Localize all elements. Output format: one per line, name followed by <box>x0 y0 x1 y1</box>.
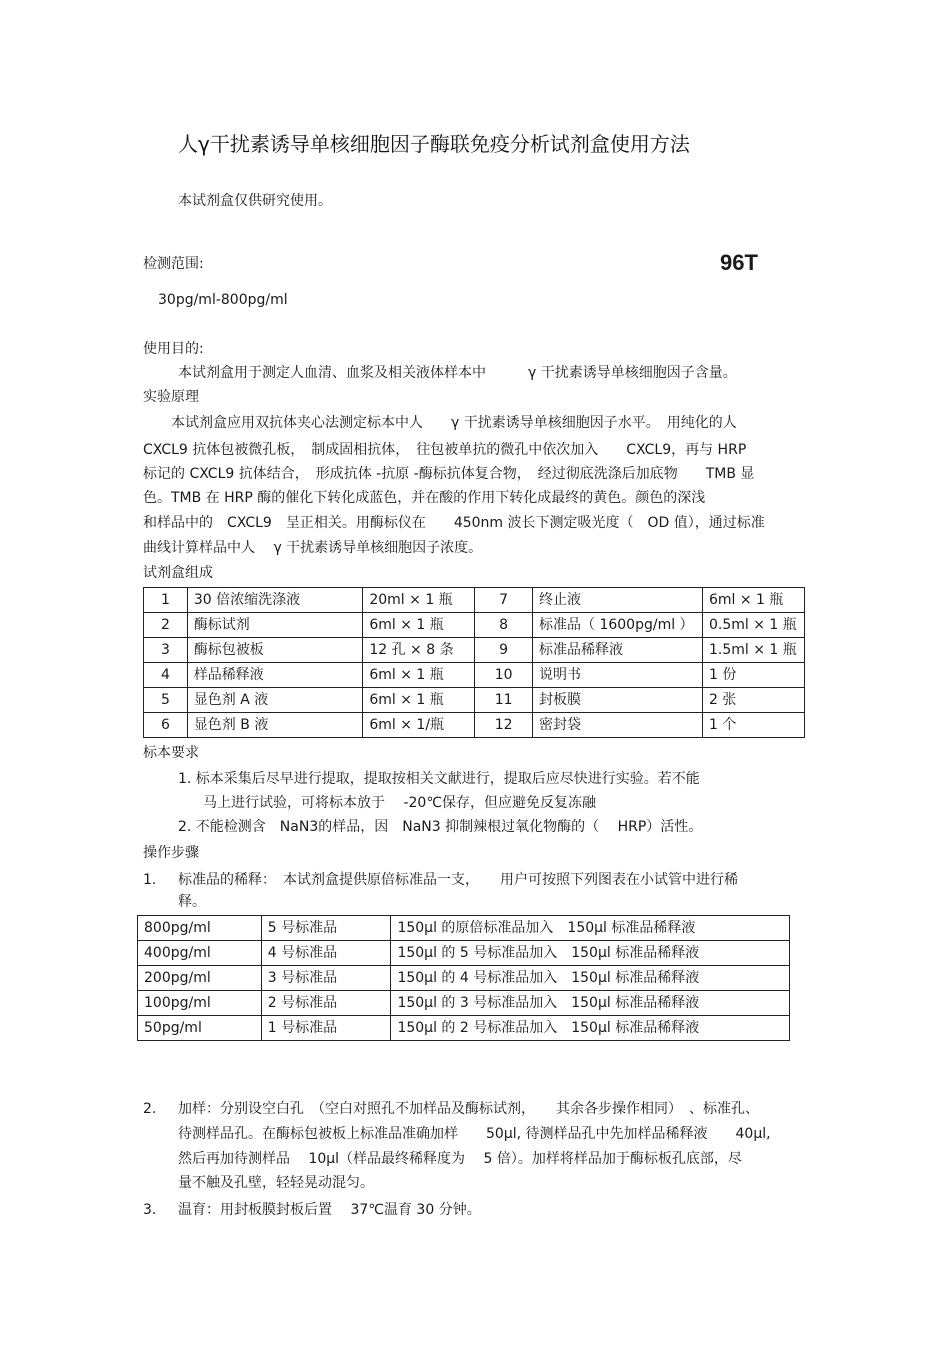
kit-item-number: 8 <box>475 613 533 638</box>
research-use-notice: 本试剂盒仅供研究使用。 <box>178 193 332 209</box>
dilution-standard: 2 号标准品 <box>261 991 391 1016</box>
dilution-method: 150μl 的原倍标准品加入 150μl 标准品稀释液 <box>391 916 790 941</box>
kit-item-quantity: 6ml × 1 瓶 <box>363 663 475 688</box>
page-title: 人γ干扰素诱导单核细胞因子酶联免疫分析试剂盒使用方法 <box>178 132 690 156</box>
kit-item-number: 9 <box>475 638 533 663</box>
step-text: 然后再加待测样品 10μl（样品最终稀释度为 5 倍）。加样将样品加于酶标板孔底部，尽 <box>178 1151 742 1167</box>
kit-item-name: 30 倍浓缩洗涤液 <box>187 588 363 613</box>
kit-item-name: 说明书 <box>533 663 703 688</box>
kit-components-table <box>143 587 805 738</box>
kit-item-quantity: 6ml × 1 瓶 <box>363 613 475 638</box>
dilution-standard: 4 号标准品 <box>261 941 391 966</box>
step-number: 3. <box>143 1202 157 1218</box>
kit-item-quantity: 2 张 <box>702 688 804 713</box>
kit-item-name: 酶标试剂 <box>187 613 363 638</box>
principle-heading: 实验原理 <box>143 389 199 405</box>
specimen-heading: 标本要求 <box>143 745 199 761</box>
dilution-concentration: 200pg/ml <box>138 966 262 991</box>
step-number: 1. <box>143 872 157 888</box>
purpose-text: 本试剂盒用于测定人血清、血浆及相关液体样本中 γ 干扰素诱导单核细胞因子含量。 <box>178 365 737 381</box>
standard-dilution-table <box>137 915 790 1041</box>
dilution-standard: 1 号标准品 <box>261 1016 391 1041</box>
kit-item-name: 样品稀释液 <box>187 663 363 688</box>
dilution-concentration: 100pg/ml <box>138 991 262 1016</box>
dilution-standard: 5 号标准品 <box>261 916 391 941</box>
step-number: 2. <box>143 1101 157 1117</box>
dilution-concentration: 800pg/ml <box>138 916 262 941</box>
kit-item-number: 5 <box>144 688 188 713</box>
step-text: 加样：分别设空白孔 （空白对照孔不加样品及酶标试剂， 其余各步操作相同） 、标准孔、 <box>178 1101 759 1117</box>
kit-item-name: 密封袋 <box>533 713 703 738</box>
dilution-standard: 3 号标准品 <box>261 966 391 991</box>
principle-line: 标记的 CXCL9 抗体结合， 形成抗体 -抗原 -酶标抗体复合物， 经过彻底洗涤后加底物 TMB 显 <box>143 466 755 482</box>
kit-item-name: 酶标包被板 <box>187 638 363 663</box>
kit-item-number: 12 <box>475 713 533 738</box>
kit-item-number: 4 <box>144 663 188 688</box>
kit-item-quantity: 1 个 <box>702 713 804 738</box>
kit-item-number: 1 <box>144 588 188 613</box>
table-row <box>144 663 805 688</box>
table-row <box>144 713 805 738</box>
kit-item-quantity: 20ml × 1 瓶 <box>363 588 475 613</box>
step-text: 量不触及孔壁，轻轻晃动混匀。 <box>178 1175 374 1191</box>
step-text: 待测样品孔。在酶标包被板上标准品准确加样 50μl, 待测样品孔中先加样品稀释液 40μl, <box>178 1126 771 1142</box>
dilution-concentration: 400pg/ml <box>138 941 262 966</box>
kit-item-quantity: 6ml × 1 瓶 <box>363 688 475 713</box>
table-row <box>144 638 805 663</box>
kit-size-label: 96T <box>720 250 758 275</box>
kit-item-quantity: 6ml × 1 瓶 <box>702 588 804 613</box>
kit-item-name: 显色剂 A 液 <box>187 688 363 713</box>
specimen-requirement: 1. 标本采集后尽早进行提取，提取按相关文献进行，提取后应尽快进行实验。若不能 <box>178 771 700 787</box>
table-row <box>138 966 790 991</box>
kit-item-quantity: 12 孔 × 8 条 <box>363 638 475 663</box>
specimen-requirement: 2. 不能检测含 NaN3的样品，因 NaN3 抑制辣根过氧化物酶的（ HRP）活性。 <box>178 819 703 835</box>
range-value: 30pg/ml-800pg/ml <box>158 292 288 308</box>
kit-item-name: 封板膜 <box>533 688 703 713</box>
principle-line: 和样品中的 CXCL9 呈正相关。用酶标仪在 450nm 波长下测定吸光度（ OD 值），通过标准 <box>143 515 765 531</box>
dilution-method: 150μl 的 2 号标准品加入 150μl 标准品稀释液 <box>391 1016 790 1041</box>
dilution-method: 150μl 的 4 号标准品加入 150μl 标准品稀释液 <box>391 966 790 991</box>
dilution-method: 150μl 的 3 号标准品加入 150μl 标准品稀释液 <box>391 991 790 1016</box>
purpose-heading: 使用目的: <box>143 341 204 357</box>
kit-item-quantity: 0.5ml × 1 瓶 <box>702 613 804 638</box>
table-row <box>144 613 805 638</box>
kit-item-number: 7 <box>475 588 533 613</box>
kit-item-name: 终止液 <box>533 588 703 613</box>
step-text: 标准品的稀释： 本试剂盒提供原倍标准品一支， 用户可按照下列图表在小试管中进行稀 <box>178 872 738 888</box>
principle-line: CXCL9 抗体包被微孔板， 制成固相抗体， 往包被单抗的微孔中依次加入 CXCL9，再与 HRP <box>143 442 747 458</box>
principle-line: 本试剂盒应用双抗体夹心法测定标本中人 γ 干扰素诱导单核细胞因子水平。 用纯化的人 <box>143 415 737 431</box>
kit-item-quantity: 6ml × 1/瓶 <box>363 713 475 738</box>
kit-heading: 试剂盒组成 <box>143 565 213 581</box>
range-label: 检测范围: <box>143 256 204 272</box>
kit-item-number: 6 <box>144 713 188 738</box>
principle-line: 曲线计算样品中人 γ 干扰素诱导单核细胞因子浓度。 <box>143 540 483 556</box>
table-row <box>144 588 805 613</box>
principle-line: 色。TMB 在 HRP 酶的催化下转化成蓝色，并在酸的作用下转化成最终的黄色。颜色的深浅 <box>143 490 706 506</box>
table-row <box>138 941 790 966</box>
table-row <box>138 991 790 1016</box>
table-row <box>138 916 790 941</box>
kit-item-name: 标准品（ 1600pg/ml ） <box>533 613 703 638</box>
kit-item-name: 显色剂 B 液 <box>187 713 363 738</box>
dilution-method: 150μl 的 5 号标准品加入 150μl 标准品稀释液 <box>391 941 790 966</box>
kit-item-number: 3 <box>144 638 188 663</box>
kit-item-name: 标准品稀释液 <box>533 638 703 663</box>
kit-item-quantity: 1 份 <box>702 663 804 688</box>
kit-item-number: 10 <box>475 663 533 688</box>
step-text: 温育：用封板膜封板后置 37℃温育 30 分钟。 <box>178 1202 481 1218</box>
step-text: 释。 <box>178 894 206 910</box>
specimen-requirement: 马上进行试验，可将标本放于 -20℃保存，但应避免反复冻融 <box>203 795 597 811</box>
kit-item-number: 11 <box>475 688 533 713</box>
steps-heading: 操作步骤 <box>143 845 199 861</box>
kit-item-quantity: 1.5ml × 1 瓶 <box>702 638 804 663</box>
kit-item-number: 2 <box>144 613 188 638</box>
table-row <box>138 1016 790 1041</box>
table-row <box>144 688 805 713</box>
dilution-concentration: 50pg/ml <box>138 1016 262 1041</box>
